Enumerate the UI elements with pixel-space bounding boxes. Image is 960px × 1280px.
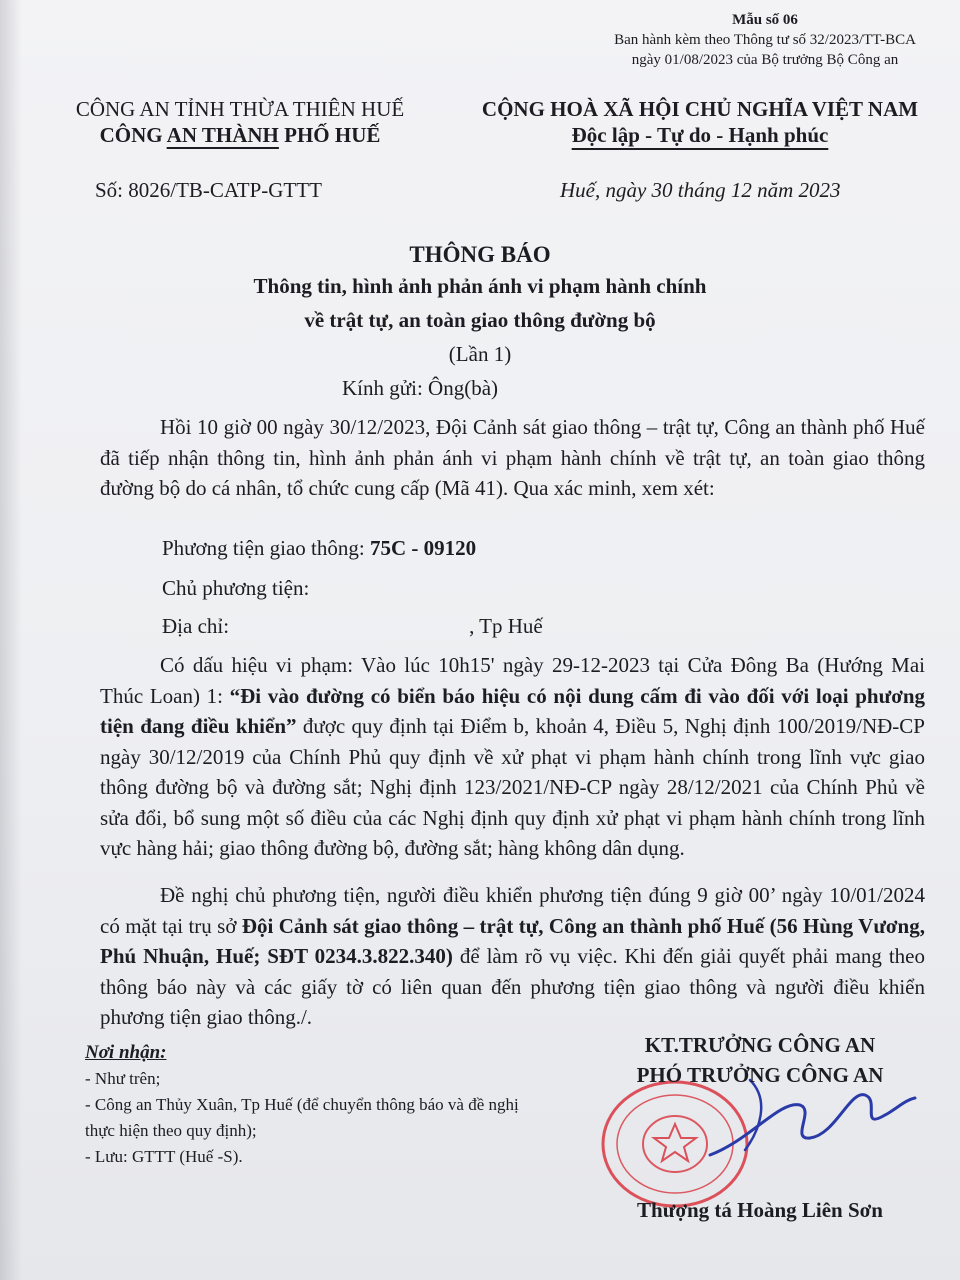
agency-parent: CÔNG AN TỈNH THỪA THIÊN HUẾ — [75, 97, 405, 121]
request-text — [100, 880, 925, 1033]
national-header — [450, 96, 950, 148]
intro-text: Hồi 10 giờ 00 ngày 30/12/2023, Đội Cảnh sát giao thông – trật tự, Công an thành phố Huế đã tiếp nhận thông tin, hình ảnh phản ánh vi phạm hành chính về trật tự, an toàn giao thông đường bộ do cá nhân, tổ chức cung cấp (Mã 41). Qua xác minh, xem xét: — [100, 415, 925, 500]
recipients-block — [85, 1040, 545, 1170]
request-location: Đội Cảnh sát giao thông – trật tự, Công an thành phố Huế (56 Hùng Vương, Phú Nhuận, Huế; SĐT 0234.3.822.340) — [100, 913, 925, 968]
violation-lead: Có dấu hiệu vi phạm: Vào lúc 10h15' ngày 29-12-2023 tại Cửa Đông Ba (Hướng Mai Thúc Loan) 1: — [100, 653, 925, 708]
request-rest: để làm rõ vụ việc. Khi đến giải quyết phải mang theo thông báo này và các giấy tờ có liên quan đến phương tiện giao thông và người điều khiển phương tiện giao thông./. — [100, 944, 926, 1029]
document-number: Số: 8026/TB-CATP-GTTT — [95, 178, 322, 202]
address-city: , Tp Huế — [469, 614, 543, 638]
document-subtitle-2: về trật tự, an toàn giao thông đường bộ — [304, 308, 656, 332]
page-edge-shadow — [0, 0, 22, 1280]
address-line — [162, 614, 543, 639]
request-lead: Đề nghị chủ phương tiện, người điều khiển phương tiện đúng 9 giờ 00’ ngày 10/01/2024 có mặt tại trụ sở — [100, 883, 925, 938]
agency-name-part: AN THÀNH — [166, 123, 279, 147]
document-title: THÔNG BÁO — [409, 242, 551, 267]
owner-line — [162, 576, 309, 601]
owner-label: Chủ phương tiện: — [162, 576, 310, 600]
vehicle-line — [162, 536, 476, 561]
greeting: Kính gửi: Ông(bà) — [342, 376, 499, 400]
address-label: Địa chỉ: — [162, 614, 230, 638]
recipient-item: - Công an Thủy Xuân, Tp Huế (để chuyển thông báo và đề nghị thực hiện theo quy định); — [85, 1095, 519, 1140]
document-subtitle-1: Thông tin, hình ảnh phản ánh vi phạm hành chính — [253, 274, 707, 298]
recipient-item: - Lưu: GTTT (Huế -S). — [85, 1147, 243, 1166]
form-issued-line1: Ban hành kèm theo Thông tư số 32/2023/TT-BCA — [614, 32, 916, 48]
vehicle-label: Phương tiện giao thông: — [162, 536, 370, 560]
agency-name — [40, 122, 440, 148]
request-paragraph — [100, 880, 925, 1033]
notice-count: (Lần 1) — [448, 342, 512, 366]
recipients-heading: Nơi nhận: — [85, 1042, 167, 1063]
signature-block — [590, 1030, 930, 1090]
form-identifier — [600, 10, 930, 70]
signer-authority: KT.TRƯỞNG CÔNG AN — [644, 1033, 876, 1057]
violation-text — [100, 650, 925, 864]
signer-title: PHÓ TRƯỞNG CÔNG AN — [636, 1063, 884, 1087]
address-redacted — [229, 614, 469, 639]
agency-name-part: CÔNG — [99, 123, 167, 147]
national-motto: Độc lập - Tự do - Hạnh phúc — [571, 123, 829, 147]
form-issued-line2: ngày 01/08/2023 của Bộ trưởng Bộ Công an — [631, 52, 899, 68]
vehicle-plate: 75C - 09120 — [369, 536, 477, 560]
violation-legal-basis: được quy định tại Điểm b, khoản 4, Điều 5, Nghị định 100/2019/NĐ-CP ngày 30/12/2019 của Chính Phủ quy định về xử phạt vi phạm hành chính trong lĩnh vực giao thông đường bộ và đường sắt; Nghị định 123/2021/NĐ-CP ngày 28/12/2021 của Chính Phủ về sửa đổi, bổ sung một số điều của các Nghị định quy định xử phạt vi phạm hành chính trong lĩnh vực hàng hải; giao thông đường bộ, đường sắt; hàng không dân dụng. — [100, 714, 925, 860]
violation-description: “Đi vào đường có biển báo hiệu có nội dung cấm đi vào đối với loại phương tiện đang điều khiển” — [100, 683, 925, 738]
document-date: Huế, ngày 30 tháng 12 năm 2023 — [560, 178, 841, 202]
signer-name: Thượng tá Hoàng Liên Sơn — [637, 1198, 883, 1222]
form-number: Mẫu số 06 — [732, 12, 798, 28]
violation-paragraph — [100, 650, 925, 864]
national-title: CỘNG HOÀ XÃ HỘI CHỦ NGHĨA VIỆT NAM — [481, 97, 919, 121]
intro-paragraph — [100, 412, 925, 504]
agency-name-part: PHỐ HUẾ — [278, 123, 381, 147]
recipient-item: - Như trên; — [85, 1069, 161, 1088]
agency-header — [40, 96, 440, 148]
